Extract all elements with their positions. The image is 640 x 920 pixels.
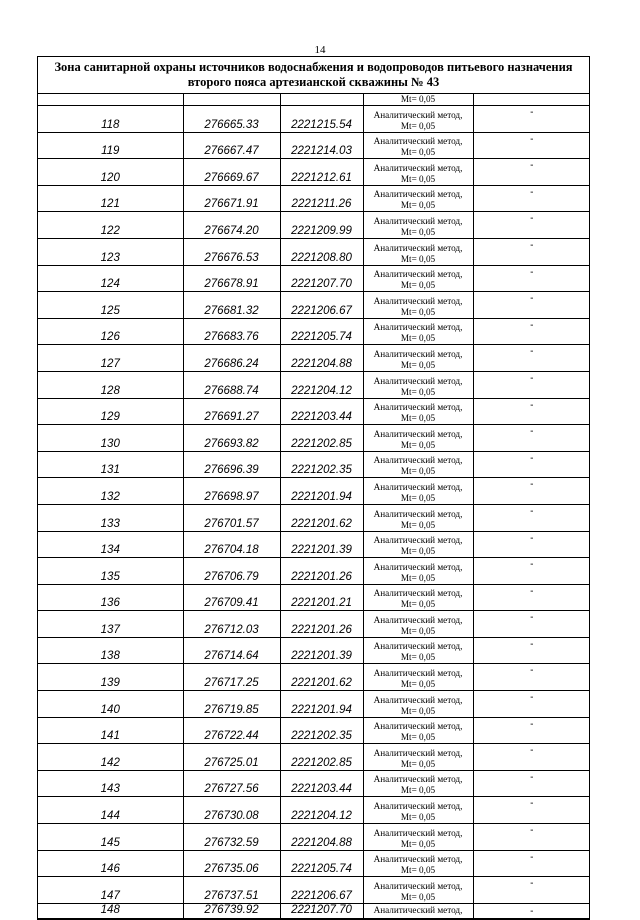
- method-label: Аналитический метод,: [373, 189, 463, 200]
- x-coordinate: 276737.51: [183, 877, 280, 904]
- table-row: [38, 425, 590, 452]
- point-number: 134: [38, 531, 183, 558]
- method-cell: [363, 770, 473, 797]
- y-coordinate: 2221202.35: [280, 451, 363, 478]
- point-number: 128: [38, 371, 183, 398]
- method-value: Mt= 0,05: [400, 439, 436, 450]
- dash-cell: -: [473, 584, 590, 611]
- y-coordinate: 2221204.12: [280, 797, 363, 824]
- x-coordinate: 276691.27: [183, 398, 280, 425]
- y-coordinate: 2221204.88: [280, 824, 363, 851]
- point-number: 130: [38, 425, 183, 452]
- y-coordinate: 2221204.12: [280, 371, 363, 398]
- y-coordinate: 2221211.26: [280, 185, 363, 212]
- dash-cell: -: [473, 451, 590, 478]
- method-label: Аналитический метод,: [373, 694, 463, 705]
- method-label: Аналитический метод,: [373, 774, 463, 785]
- point-number: 139: [38, 664, 183, 691]
- x-coordinate: 276678.91: [183, 265, 280, 292]
- method-value: Mt= 0,05: [400, 546, 436, 557]
- point-number: 141: [38, 717, 183, 744]
- x-coordinate: 276719.85: [183, 691, 280, 718]
- dash-cell: -: [473, 159, 590, 186]
- method-label: Аналитический метод,: [373, 428, 463, 439]
- y-cell: [280, 94, 363, 106]
- method-cell: [363, 717, 473, 744]
- method-label: Аналитический метод,: [373, 455, 463, 466]
- method-value: Mt= 0,05: [400, 599, 436, 610]
- method-cell: [363, 797, 473, 824]
- table-row-continuation: [38, 94, 590, 106]
- method-cell: [363, 451, 473, 478]
- dash-cell: -: [473, 850, 590, 877]
- point-number: 121: [38, 185, 183, 212]
- dash-cell: -: [473, 371, 590, 398]
- y-coordinate: 2221201.26: [280, 558, 363, 585]
- y-coordinate: 2221206.67: [280, 877, 363, 904]
- x-coordinate: 276732.59: [183, 824, 280, 851]
- method-cell: [363, 504, 473, 531]
- x-coordinate: 276701.57: [183, 504, 280, 531]
- x-coordinate: 276683.76: [183, 318, 280, 345]
- method-label: Аналитический метод,: [373, 215, 463, 226]
- method-cell: [363, 371, 473, 398]
- method-value: Mt= 0,05: [400, 572, 436, 583]
- method-value: Mt= 0,05: [400, 359, 436, 370]
- method-cell: [363, 744, 473, 771]
- y-coordinate: 2221203.44: [280, 398, 363, 425]
- x-coordinate: 276686.24: [183, 345, 280, 372]
- dash-cell: -: [473, 185, 590, 212]
- method-cell: [363, 212, 473, 239]
- point-number: 140: [38, 691, 183, 718]
- method-cell: [363, 584, 473, 611]
- x-coordinate: 276665.33: [183, 106, 280, 133]
- dash-cell: -: [473, 770, 590, 797]
- table-row: [38, 770, 590, 797]
- table-row: [38, 371, 590, 398]
- method-label: Аналитический метод,: [373, 668, 463, 679]
- method-value: Mt= 0,05: [400, 306, 436, 317]
- page-number: 14: [314, 44, 326, 56]
- table-row: [38, 558, 590, 585]
- point-number: 147: [38, 877, 183, 904]
- dash-cell: -: [473, 398, 590, 425]
- y-coordinate: 2221207.70: [280, 903, 363, 918]
- point-number: 146: [38, 850, 183, 877]
- table-row: [38, 717, 590, 744]
- point-number: 132: [38, 478, 183, 505]
- method-label: Аналитический метод,: [373, 481, 463, 492]
- coordinates-table-frame: [37, 56, 590, 920]
- method-cell: [363, 611, 473, 638]
- method-value: Mt= 0,05: [400, 812, 436, 823]
- y-coordinate: 2221202.85: [280, 744, 363, 771]
- y-coordinate: 2221203.44: [280, 770, 363, 797]
- table-row: [38, 664, 590, 691]
- y-coordinate: 2221206.67: [280, 292, 363, 319]
- method-value: Mt= 0,05: [400, 679, 436, 690]
- y-coordinate: 2221201.94: [280, 691, 363, 718]
- y-coordinate: 2221202.35: [280, 717, 363, 744]
- method-value: Mt= 0,05: [400, 200, 436, 211]
- x-coordinate: 276704.18: [183, 531, 280, 558]
- method-value: Mt= 0,05: [400, 280, 436, 291]
- method-label: Аналитический метод,: [373, 641, 463, 652]
- method-value: Mt= 0,05: [400, 226, 436, 237]
- method-value: Mt= 0,05: [400, 705, 436, 716]
- method-label: Аналитический метод,: [373, 109, 463, 120]
- dash-cell: -: [473, 292, 590, 319]
- x-coordinate: 276674.20: [183, 212, 280, 239]
- method-value: Mt= 0,05: [400, 333, 436, 344]
- method-label: Аналитический метод,: [373, 322, 463, 333]
- table-row-last: [38, 903, 590, 918]
- y-coordinate: 2221202.85: [280, 425, 363, 452]
- method-cell: [363, 265, 473, 292]
- dash-cell: -: [473, 611, 590, 638]
- method-label: Аналитический метод,: [373, 402, 463, 413]
- x-cell: [183, 94, 280, 106]
- table-row: [38, 132, 590, 159]
- x-coordinate: 276693.82: [183, 425, 280, 452]
- method-cell: [363, 185, 473, 212]
- dash-cell: -: [473, 345, 590, 372]
- table-row: [38, 212, 590, 239]
- method-cell: [363, 850, 473, 877]
- x-coordinate: 276714.64: [183, 637, 280, 664]
- x-coordinate: 276725.01: [183, 744, 280, 771]
- y-coordinate: 2221201.62: [280, 504, 363, 531]
- y-coordinate: 2221201.94: [280, 478, 363, 505]
- method-cell: [363, 478, 473, 505]
- coordinates-table: [38, 94, 590, 919]
- dash-cell: -: [473, 132, 590, 159]
- table-row: [38, 238, 590, 265]
- method-value: Mt= 0,05: [400, 785, 436, 796]
- x-coordinate: 276739.92: [183, 903, 280, 918]
- point-number: 136: [38, 584, 183, 611]
- dash-cell: -: [473, 238, 590, 265]
- point-number: 123: [38, 238, 183, 265]
- dash-cell: -: [473, 744, 590, 771]
- method-cell: [363, 691, 473, 718]
- method-label: Аналитический метод,: [373, 827, 463, 838]
- point-number: 129: [38, 398, 183, 425]
- method-cell: [363, 664, 473, 691]
- table-row: [38, 744, 590, 771]
- method-value: Mt= 0,05: [400, 120, 436, 131]
- x-coordinate: 276669.67: [183, 159, 280, 186]
- dash-cell: -: [473, 691, 590, 718]
- dash-cell: [473, 94, 590, 106]
- table-row: [38, 265, 590, 292]
- method-label: Аналитический метод,: [373, 801, 463, 812]
- x-coordinate: 276722.44: [183, 717, 280, 744]
- table-title-line-1: Зона санитарной охраны источников водоснабжения и водопроводов питьевого назначения: [54, 60, 573, 74]
- method-value: Mt= 0,05: [400, 466, 436, 477]
- x-coordinate: 276717.25: [183, 664, 280, 691]
- dash-cell: -: [473, 478, 590, 505]
- table-row: [38, 691, 590, 718]
- method-value: Mt= 0,05: [400, 413, 436, 424]
- table-title: [38, 57, 589, 94]
- dash-cell: -: [473, 824, 590, 851]
- num-cell: [38, 94, 183, 106]
- method-label: Аналитический метод,: [373, 561, 463, 572]
- method-cell: [363, 238, 473, 265]
- method-value: Mt= 0,05: [400, 625, 436, 636]
- point-number: 144: [38, 797, 183, 824]
- point-number: 120: [38, 159, 183, 186]
- method-label: Аналитический метод,: [373, 348, 463, 359]
- x-coordinate: 276706.79: [183, 558, 280, 585]
- method-cell: [363, 877, 473, 904]
- method-cell: [363, 531, 473, 558]
- y-coordinate: 2221215.54: [280, 106, 363, 133]
- table-row: [38, 531, 590, 558]
- point-number: 126: [38, 318, 183, 345]
- table-title-line-2: второго пояса артезианской скважины № 43: [187, 75, 440, 89]
- point-number: 131: [38, 451, 183, 478]
- dash-cell: -: [473, 265, 590, 292]
- x-coordinate: 276676.53: [183, 238, 280, 265]
- method-label: Аналитический метод,: [373, 269, 463, 280]
- table-row: [38, 504, 590, 531]
- method-cell: [363, 425, 473, 452]
- point-number: 119: [38, 132, 183, 159]
- x-coordinate: 276727.56: [183, 770, 280, 797]
- dash-cell: -: [473, 903, 590, 918]
- method-label: Аналитический метод,: [373, 721, 463, 732]
- y-coordinate: 2221205.74: [280, 318, 363, 345]
- dash-cell: -: [473, 425, 590, 452]
- method-value: Mt= 0,05: [400, 891, 436, 902]
- dash-cell: -: [473, 318, 590, 345]
- x-coordinate: 276698.97: [183, 478, 280, 505]
- table-row: [38, 318, 590, 345]
- method-label: Аналитический метод,: [373, 242, 463, 253]
- point-number: 133: [38, 504, 183, 531]
- method-label: Аналитический метод,: [373, 375, 463, 386]
- x-coordinate: 276681.32: [183, 292, 280, 319]
- dash-cell: -: [473, 531, 590, 558]
- point-number: 118: [38, 106, 183, 133]
- method-value: Mt= 0,05: [400, 652, 436, 663]
- method-value: Mt= 0,05: [400, 253, 436, 264]
- method-label: Аналитический метод,: [373, 614, 463, 625]
- y-coordinate: 2221212.61: [280, 159, 363, 186]
- dash-cell: -: [473, 212, 590, 239]
- method-cell: Аналитический метод,: [363, 903, 473, 918]
- method-value: Mt= 0,05: [400, 173, 436, 184]
- method-label: Аналитический метод,: [373, 747, 463, 758]
- y-coordinate: 2221207.70: [280, 265, 363, 292]
- x-coordinate: 276671.91: [183, 185, 280, 212]
- method-cell: [363, 132, 473, 159]
- x-coordinate: 276688.74: [183, 371, 280, 398]
- method-label: Аналитический метод,: [373, 136, 463, 147]
- point-number: 137: [38, 611, 183, 638]
- method-cell: [363, 398, 473, 425]
- point-number: 135: [38, 558, 183, 585]
- method-cell: [363, 637, 473, 664]
- table-row: [38, 877, 590, 904]
- table-row: [38, 824, 590, 851]
- method-cell: [363, 824, 473, 851]
- method-value: Mt= 0,05: [400, 519, 436, 530]
- y-coordinate: 2221201.26: [280, 611, 363, 638]
- point-number: 145: [38, 824, 183, 851]
- table-row: [38, 185, 590, 212]
- x-coordinate: 276730.08: [183, 797, 280, 824]
- method-label: Аналитический метод,: [373, 162, 463, 173]
- point-number: 124: [38, 265, 183, 292]
- table-row: [38, 584, 590, 611]
- method-value: Mt= 0,05: [400, 865, 436, 876]
- method-cell: [363, 292, 473, 319]
- x-coordinate: 276712.03: [183, 611, 280, 638]
- table-row: [38, 850, 590, 877]
- method-value: Mt= 0,05: [400, 492, 436, 503]
- table-row: [38, 478, 590, 505]
- table-row: [38, 637, 590, 664]
- table-row: [38, 451, 590, 478]
- y-coordinate: 2221201.39: [280, 531, 363, 558]
- dash-cell: -: [473, 664, 590, 691]
- method-label: Аналитический метод,: [373, 508, 463, 519]
- dash-cell: -: [473, 797, 590, 824]
- method-cell: [363, 159, 473, 186]
- dash-cell: -: [473, 558, 590, 585]
- table-row: [38, 106, 590, 133]
- dash-cell: -: [473, 717, 590, 744]
- point-number: 142: [38, 744, 183, 771]
- method-label: Аналитический метод,: [373, 295, 463, 306]
- x-coordinate: 276696.39: [183, 451, 280, 478]
- table-row: [38, 292, 590, 319]
- point-number: 138: [38, 637, 183, 664]
- method-label: Аналитический метод,: [373, 854, 463, 865]
- dash-cell: -: [473, 637, 590, 664]
- method-value: Mt= 0,05: [400, 732, 436, 743]
- method-label: Аналитический метод,: [373, 588, 463, 599]
- method-cell: [363, 106, 473, 133]
- method-value: Mt= 0,05: [400, 838, 436, 849]
- y-coordinate: 2221201.39: [280, 637, 363, 664]
- table-row: [38, 159, 590, 186]
- point-number: 125: [38, 292, 183, 319]
- table-row: [38, 398, 590, 425]
- method-cell: Mt= 0,05: [363, 94, 473, 106]
- y-coordinate: 2221201.62: [280, 664, 363, 691]
- method-value: Mt= 0,05: [400, 758, 436, 769]
- method-cell: [363, 318, 473, 345]
- y-coordinate: 2221208.80: [280, 238, 363, 265]
- y-coordinate: 2221205.74: [280, 850, 363, 877]
- method-value: Mt= 0,05: [400, 147, 436, 158]
- x-coordinate: 276667.47: [183, 132, 280, 159]
- table-row: [38, 797, 590, 824]
- table-row: [38, 611, 590, 638]
- point-number: 148: [38, 903, 183, 918]
- y-coordinate: 2221209.99: [280, 212, 363, 239]
- dash-cell: -: [473, 106, 590, 133]
- point-number: 127: [38, 345, 183, 372]
- x-coordinate: 276735.06: [183, 850, 280, 877]
- point-number: 122: [38, 212, 183, 239]
- point-number: 143: [38, 770, 183, 797]
- y-coordinate: 2221214.03: [280, 132, 363, 159]
- method-label: Аналитический метод,: [373, 535, 463, 546]
- table-row: [38, 345, 590, 372]
- method-cell: [363, 345, 473, 372]
- method-cell: [363, 558, 473, 585]
- y-coordinate: 2221201.21: [280, 584, 363, 611]
- method-label: Аналитический метод,: [373, 880, 463, 891]
- x-coordinate: 276709.41: [183, 584, 280, 611]
- dash-cell: -: [473, 504, 590, 531]
- method-value: Mt= 0,05: [400, 386, 436, 397]
- y-coordinate: 2221204.88: [280, 345, 363, 372]
- dash-cell: -: [473, 877, 590, 904]
